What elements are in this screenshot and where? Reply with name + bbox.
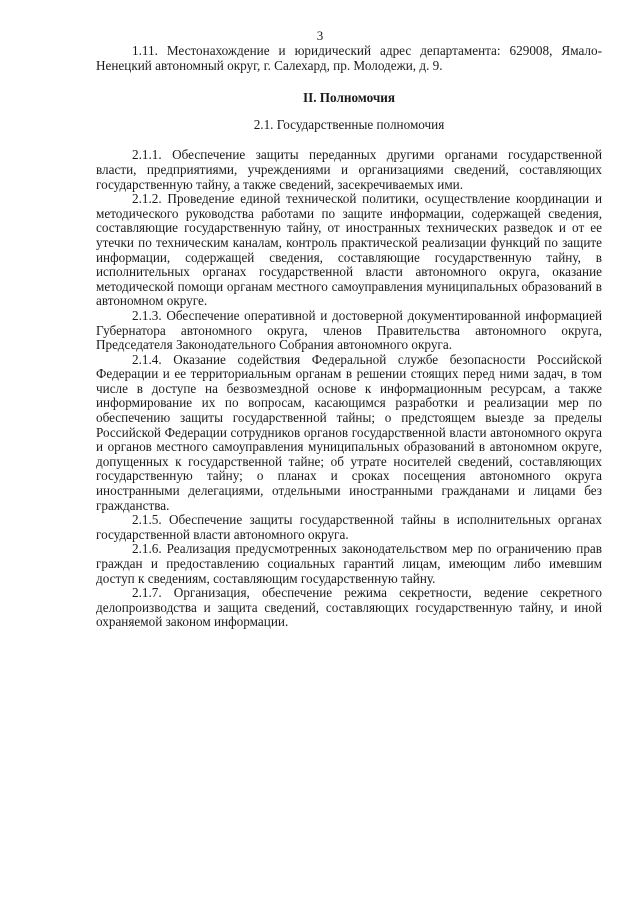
subsection-title: 2.1. Государственные полномочия <box>253 116 445 132</box>
clause-2-1-6: 2.1.6. Реализация предусмотренных законодательством мер по ограничению прав граждан и предоставлению социальных гарантий лицам, имеющим либо имевшим доступ к сведениям, составляющим государственную тайну. <box>96 541 602 586</box>
document-body <box>96 44 602 630</box>
clause-2-1-4: 2.1.4. Оказание содействия Федеральной службе безопасности Российской Федерации и ее территориальным органам в решении стоящих перед ними задач, в том числе в доступе на безвозмездной основе к информационным ресурсам, а также информирование их по вопросам, касающимся разработки и реализации мер по обеспечению защиты государственной тайны; о предстоящем выезде за пределы Российской Федерации сотрудников органов государственной власти автономного округа и органов местного самоуправления муниципальных образований в автономном округе, допущенных к государственной тайне; об утрате носителей сведений, составляющих государственную тайну; о планах и сроках посещения автономного округа иностранными делегациями, отдельными иностранными гражданами и лицами без гражданства. <box>96 351 602 513</box>
page-number: 3 <box>316 28 324 43</box>
clause-2-1-5: 2.1.5. Обеспечение защиты государственной тайны в исполнительных органах государственной власти автономного округа. <box>96 512 602 542</box>
section-title: II. Полномочия <box>302 90 396 106</box>
clause-1-11: 1.11. Местонахождение и юридический адрес департамента: 629008, Ямало-Ненецкий автономный округ, г. Салехард, пр. Молодежи, д. 9. <box>96 43 602 73</box>
clause-2-1-2: 2.1.2. Проведение единой технической политики, осуществление координации и методического руководства работами по защите информации, содержащей сведения, составляющие государственную тайну, от иностранных технических разведок и от ее утечки по техническим каналам, контроль практической реализации функций по защите информации, содержащей сведения, составляющие государственную тайну, в исполнительных органах государственной власти автономного округа, оказание методической помощи органам местного самоуправления муниципальных образований в автономном округе. <box>96 191 602 309</box>
clause-2-1-7: 2.1.7. Организация, обеспечение режима секретности, ведение секретного делопроизводства и защита сведений, составляющих государственную тайну, и иной охраняемой законом информации. <box>96 585 602 630</box>
clause-2-1-1: 2.1.1. Обеспечение защиты переданных другими органами государственной власти, предприятиями, учреждениями и организациями сведений, составляющих государственную тайну, а также сведений, засекречиваемых ими. <box>96 147 602 192</box>
clause-2-1-3: 2.1.3. Обеспечение оперативной и достоверной документированной информацией Губернатора автономного округа, членов Правительства автономного округа, Председателя Законодательного Собрания автономного округа. <box>96 307 602 353</box>
